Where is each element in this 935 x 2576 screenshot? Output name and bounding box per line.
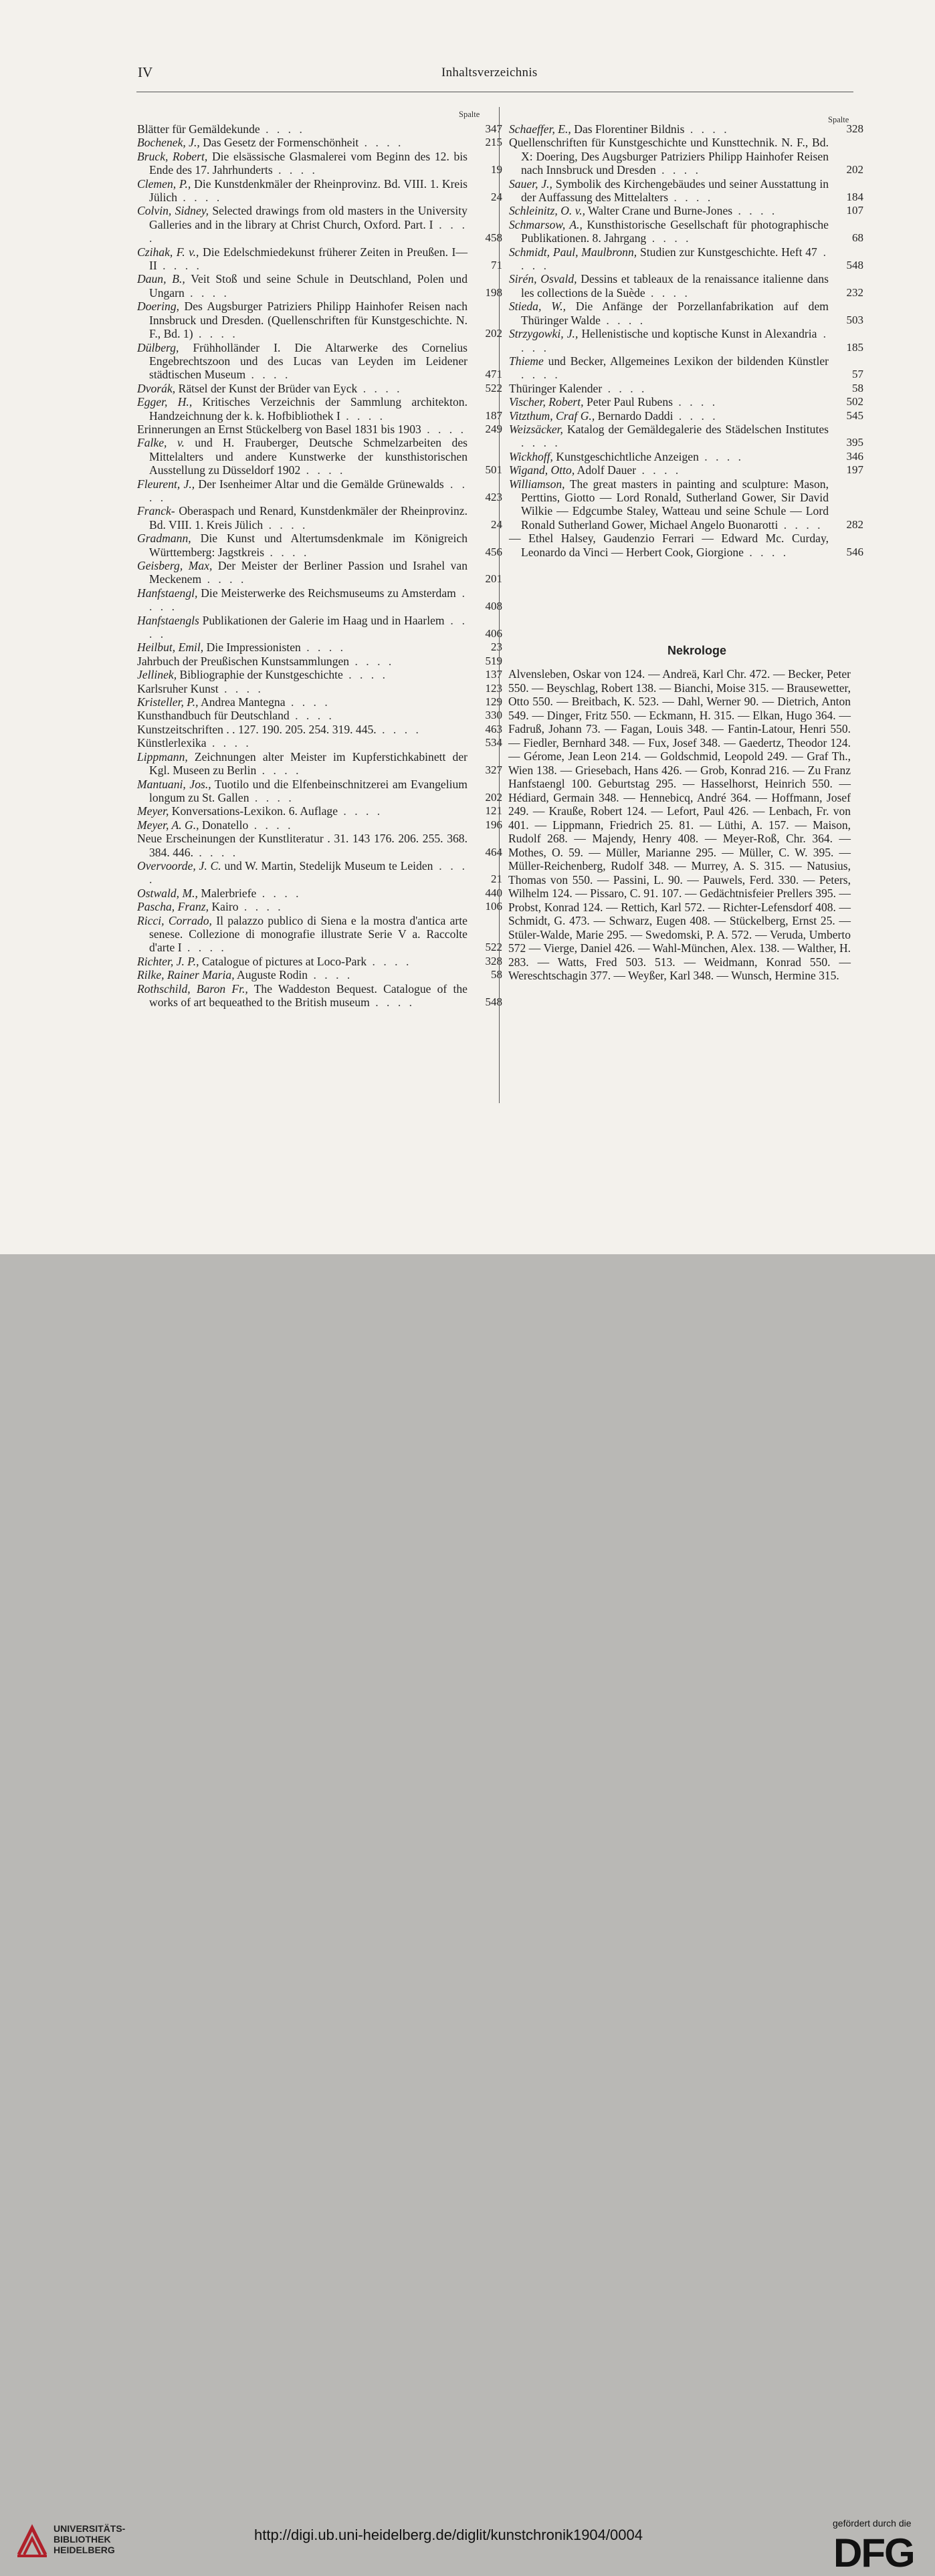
entry-title: Frühholländer I. Die Altarwerke des Cornelius Engebrechtszoon und des Lucas van Leyden im Leidener städtischen Museum [149,340,468,382]
entry-title: Die Anfänge der Porzellanfabrikation auf dem Thüringer Walde [521,300,829,327]
entry-column-number: 58 [852,381,863,394]
entry-author: Gradmann, [137,532,191,546]
entry-title: Die Kunst und Altertumsdenkmale im Königreich Württemberg: Jagstkreis [149,532,468,559]
index-entry: Geisberg, Max, Der Meister der Berliner Passion und Israhel van Meckenem . . . . 201 [137,559,502,586]
library-name-line2: BIBLIOTHEK [54,2534,111,2545]
index-entry: Vischer, Robert, Peter Paul Rubens . . . . 502 [509,395,863,409]
entry-title: Bibliographie der Kunstgeschichte [179,668,343,682]
index-entry: Egger, H., Kritisches Verzeichnis der Sammlung architekton. Handzeichnung der k. k. Hofbibliothek I . . . . 187 [137,395,502,423]
index-entry: Daun, B., Veit Stoß und seine Schule in Deutschland, Polen und Ungarn . . . . 198 [137,272,502,300]
entry-author: Thieme [509,354,544,368]
entry-title: Katalog der Gemäldegalerie des Städelschen Institutes [566,422,829,436]
library-name-line1: UNIVERSITÄTS- [54,2523,126,2534]
index-entry: Gradmann, Die Kunst und Altertumsdenkmale im Königreich Württemberg: Jagstkreis . . . . 456 [137,532,502,559]
entry-column-number: 423 [485,490,502,503]
entry-title: Malerbriefe [201,886,257,900]
entry-title: Hellenistische und koptische Kunst in Alexandria [581,327,817,341]
entry-title: Kunstgeschichtliche Anzeigen [556,449,699,463]
entry-title: Erinnerungen an Ernst Stückelberg von Basel 1831 bis 1903 [137,422,421,436]
entry-column-number: 328 [846,122,863,135]
index-entry: Schmidt, Paul, Maulbronn, Studien zur Kunstgeschichte. Heft 47 . . . . 548 [509,245,863,273]
nekrologe-text: Alvensleben, Oskar von 124. — Andreä, Karl Chr. 472. — Becker, Peter 550. — Beyschlag, Robert 138. — Bianchi, Moise 315. — Brausewetter, Otto 550. — Breitbach, K. 523. — Dahl, Werner 90. — Dietrich, Anton 549. — Dinger, Fritz 550. — Eckmann, H. 315. — Elkan, Hugo 364. — Fadruß, Johann 73. — Fagan, Louis 348. — Fantin-Latour, Henri 550. — Fiedler, Bernhard 348. — Fux, Josef 348. — Gaedertz, Theodor 124. — Gérome, Jean Leon 214. — Goldschmid, Leopold 249. — Graf Th., Wien 138. — Griesebach, Hans 426. — Grob, Konrad 216. — Zu Franz Hanfstaengl 100. Geburtstag 295. — Hasselhorst, Heinrich 550. — Hédiard, Germain 348. — Hennebicq, André 364. — Hoffmann, Josef 249. — Krauße, Robert 124. — Lefort, Paul 426. — Lenbach, Fr. von 401. — Lippmann, Friedrich 25. 81. — Lüthi, A. 157. — Maison, Rudolf 268. — Majendy, Henry 408. — Meyer-Roß, Chr. 364. — Mothes, O. 59. — Müller, Marianne 295. — Müller, C. W. 395. — Müller-Reichenberg, Rudolf 348. — Murrey, A. S. 315. — Natusius, Thomas von 550. — Passini, L. 90. — Pauwels, Ferd. 330. — Peters, Wilhelm 124. — Pissaro, C. 91. 107. — Gedächtnisfeier Prellers 395. — Probst, Konrad 124. — Rettich, Karl 572. — Richter-Lefensdorf 408. — Schmidt, G. 473. — Schwarz, Eugen 408. — Stückelberg, Ernst 25. — Stüler-Walde, Marie 295. — Swedomski, P. A. 572. — Veruda, Umberto 572 — Vierge, Daniel 426. — Wahl-München, Alex. 138. — Walther, H. 283. — Watts, Fred 503. 513. — Weidmann, Konrad 550. — Wereschtschagin 377. — Weyßer, Karl 348. — Wunsch, Hermine 315. [508,667,851,982]
entry-title: Andrea Mantegna [201,695,286,709]
index-entry: Strzygowki, J., Hellenistische und koptische Kunst in Alexandria . . . . 185 [509,327,863,354]
entry-column-number: 463 [485,722,502,735]
entry-author: Pascha, Franz, [137,900,209,914]
entry-author: Falke, v. [137,436,185,450]
entry-author: Fleurent, J., [137,477,195,491]
entry-column-number: 202 [485,327,502,340]
entry-column-number: 464 [485,845,502,858]
index-entry: Richter, J. P., Catalogue of pictures at Loco-Park . . . . 328 [137,954,502,968]
entry-author: Ostwald, M., [137,886,198,900]
entry-column-number: 24 [491,191,502,204]
page-number: IV [138,64,153,80]
entry-title: Das Gesetz der Formenschönheit [203,136,359,150]
entry-title: Die Kunstdenkmäler der Rheinprovinz. Bd. VIII. 1. Kreis Jülich [149,177,468,205]
entry-author: Hanfstaengls [137,613,199,627]
entry-column-number: 201 [485,572,502,586]
index-entry: Pascha, Franz, Kairo . . . . 106 [137,900,502,914]
entry-author: Meyer, [137,804,169,818]
entry-title: Rätsel der Kunst der Brüder van Eyck [178,381,358,395]
index-entry: Künstlerlexika . . . . 534 [137,736,502,750]
entry-title: Des Augsburger Patriziers Philipp Hainhofer Reisen nach Innsbruck und Dresden. (Quellenschriften für Kunstgeschichte. N. F., Bd. 1) [149,300,468,341]
index-entry: Thieme und Becker, Allgemeines Lexikon der bildenden Künstler . . . . 57 [509,354,863,382]
entry-title: Der Meister der Berliner Passion und Israhel van Meckenem [149,559,468,586]
entry-title: Kunsthistorische Gesellschaft für photographische Publikationen. 8. Jahrgang [521,217,829,245]
entry-title: Die Edelschmiedekunst früherer Zeiten in Preußen. I—II [149,245,468,273]
entry-author: Rothschild, Baron Fr., [137,981,248,996]
index-entry: Hanfstaengls Publikationen der Galerie im Haag und in Haarlem . . . . 406 [137,613,502,641]
index-entry: Heilbut, Emil, Die Impressionisten . . . . 23 [137,640,502,655]
index-entry: Neue Erscheinungen der Kunstliteratur . 31. 143 176. 206. 255. 368. 384. 446. . . . . 464 [137,832,502,859]
index-entry: Schaeffer, E., Das Florentiner Bildnis . . . . 328 [509,122,863,136]
entry-column-number: 58 [491,968,502,981]
entry-title: Blätter für Gemäldekunde [137,122,260,136]
index-entry: Franck- Oberaspach und Renard, Kunstdenkmäler der Rheinprovinz. Bd. VIII. 1. Kreis Jülich . . . . 24 [137,504,502,532]
entry-title: Selected drawings from old masters in the University Galleries and in the library at Christ Church, Oxford. Part. I [149,204,468,231]
index-entry: Meyer, A. G., Donatello . . . . 196 [137,818,502,832]
entry-column-number: 57 [852,368,863,381]
entry-column-number: 185 [846,340,863,354]
index-entry: Bruck, Robert, Die elsässische Glasmalerei vom Beginn des 12. bis Ende des 17. Jahrhunderts . . . . 19 [137,149,502,177]
funding-label: gefördert durch die [833,2518,912,2529]
entry-author: Colvin, Sidney, [137,204,209,218]
entry-title: Das Florentiner Bildnis [574,122,685,136]
index-entry: Bochenek, J., Das Gesetz der Formenschönheit . . . . 215 [137,136,502,150]
entry-title: Studien zur Kunstgeschichte. Heft 47 [639,245,817,259]
entry-author: Stieda, W., [509,300,566,314]
entry-column-number: 137 [485,668,502,681]
entry-title: Die elsässische Glasmalerei vom Beginn des 12. bis Ende des 17. Jahrhunderts [149,149,468,177]
entry-author: Vischer, Robert, [509,395,584,409]
entry-title: Thüringer Kalender [509,381,603,395]
entry-author: Schleinitz, O. v., [509,204,586,218]
index-entry: Williamson, The great masters in painting and sculpture: Mason, Perttins, Giotto — Lord Ronald, Sutherland Gower, Sir David Wilkie — Edgcumbe Staley, Watteau und seine Schule — Lord Ronald Sutherland Gower, Michael Angelo Buonarotti . . . . 282 [509,477,863,532]
entry-column-number: 545 [846,408,863,422]
entry-column-number: 546 [846,545,863,558]
entry-column-number: 202 [846,163,863,177]
index-entry: Kunsthandbuch für Deutschland . . . . 330 [137,709,502,723]
index-entry: Mantuani, Jos., Tuotilo und die Elfenbeinschnitzerei am Evangelium longum zu St. Gallen . . . . 202 [137,777,502,804]
index-entry: Vitzthum, Craf G., Bernardo Daddi . . . . 545 [509,408,863,423]
entry-column-number: 21 [491,872,502,886]
entry-author: Weizsäcker, [509,422,563,436]
entry-column-number: 440 [485,886,502,899]
entry-author: Dvorák, [137,381,176,395]
index-entry: Rilke, Rainer Maria, Auguste Rodin . . . . 58 [137,968,502,982]
entry-author: Jellinek, [137,668,177,682]
entry-column-number: 187 [485,408,502,422]
document-page [0,0,935,1254]
entry-author: Heilbut, Emil, [137,640,204,655]
index-entry: Stieda, W., Die Anfänge der Porzellanfabrikation auf dem Thüringer Walde . . . . 503 [509,300,863,327]
entry-title: Il palazzo publico di Siena e la mostra d'antica arte senese. Collezione di monografie illustrate Serie V a. Raccolte d'arte I [149,913,468,955]
entry-column-number: 129 [485,695,502,709]
entry-title: — Ethel Halsey, Gaudenzio Ferrari — Edward Mc. Curday, Leonardo da Vinci — Herbert Cook, Giorgione [509,532,829,559]
entry-title: Donatello [201,818,249,832]
entry-author: Bochenek, J., [137,136,200,150]
entry-title: Dessins et tableaux de la renaissance italienne dans les collections de la Suède [521,272,829,300]
column-label-right: Spalte [828,115,849,124]
entry-column-number: 123 [485,681,502,695]
entry-column-number: 68 [852,231,863,245]
entry-author: Mantuani, Jos., [137,777,211,791]
university-library-logo-icon [15,2521,49,2560]
entry-title: Veit Stoß und seine Schule in Deutschland, Polen und Ungarn [149,272,468,300]
entry-author: Kristeller, P., [137,695,199,709]
entry-author: Vitzthum, Craf G., [509,408,595,423]
entry-title: Karlsruher Kunst [137,681,219,695]
entry-column-number: 534 [485,736,502,749]
entry-title: Oberaspach und Renard, Kunstdenkmäler der Rheinprovinz. Bd. VIII. 1. Kreis Jülich [149,504,468,532]
entry-column-number: 121 [485,804,502,818]
index-entry: — Ethel Halsey, Gaudenzio Ferrari — Edward Mc. Curday, Leonardo da Vinci — Herbert Cook, Giorgione . . . . 546 [509,532,863,559]
entry-author: Clemen, P., [137,177,191,191]
index-entry: Falke, v. und H. Frauberger, Deutsche Schmelzarbeiten des Mittelalters und andere Kunstwerke der kunsthistorischen Ausstellung zu Düsseldorf 1902 . . . . 501 [137,436,502,477]
entry-column-number: 71 [491,259,502,272]
entry-column-number: 198 [485,285,502,299]
index-entry: Dülberg, Frühholländer I. Die Altarwerke des Cornelius Engebrechtszoon und des Lucas van Leyden im Leidener städtischen Museum . . . . 471 [137,340,502,382]
index-entry: Blätter für Gemäldekunde . . . . 347 [137,122,502,136]
index-entry: Wigand, Otto, Adolf Dauer . . . . 197 [509,463,863,477]
index-entry: Czihak, F. v., Die Edelschmiedekunst früherer Zeiten in Preußen. I—II . . . . 71 [137,245,502,273]
entry-author: Bruck, Robert, [137,149,208,163]
entry-author: Sauer, J., [509,177,552,191]
entry-column-number: 327 [485,764,502,777]
entry-title: und Becker, Allgemeines Lexikon der bildenden Künstler [548,354,829,368]
library-name [54,2523,125,2555]
entry-title: Quellenschriften für Kunstgeschichte und Kunsttechnik. N. F., Bd. X: Doering, Des Augsburger Patriziers Philipp Hainhofer Reisen nach Innsbruck und Dresden [509,136,829,177]
entry-column-number: 548 [846,259,863,272]
entry-title: Tuotilo und die Elfenbeinschnitzerei am Evangelium longum zu St. Gallen [149,777,468,804]
index-column-right [509,122,863,559]
column-label-left: Spalte [459,110,480,119]
entry-author: Wigand, Otto, [509,463,575,477]
entry-author: Franck- [137,504,175,518]
index-entry: Sirén, Osvald, Dessins et tableaux de la renaissance italienne dans les collections de la Suède . . . . 232 [509,272,863,300]
index-entry: Sauer, J., Symbolik des Kirchengebäudes und seiner Ausstattung in der Auffassung des Mittelalters . . . . 184 [509,177,863,205]
entry-author: Czihak, F. v., [137,245,199,259]
entry-title: Kairo [211,900,239,914]
entry-column-number: 456 [485,545,502,558]
entry-column-number: 282 [846,517,863,531]
entry-column-number: 522 [485,381,502,394]
entry-author: Doering, [137,300,180,314]
entry-title: Adolf Dauer [577,463,637,477]
entry-author: Rilke, Rainer Maria, [137,968,235,982]
entry-title: Zeichnungen alter Meister im Kupferstichkabinett der Kgl. Museen zu Berlin [149,749,468,778]
entry-title: The Waddeston Bequest. Catalogue of the works of art bequeathed to the British museum [149,981,468,1009]
entry-author: Richter, J. P., [137,954,199,968]
index-entry: Schmarsow, A., Kunsthistorische Gesellschaft für photographische Publikationen. 8. Jahrgang . . . . 68 [509,217,863,245]
entry-column-number: 184 [846,191,863,204]
index-entry: Kunstzeitschriften . . 127. 190. 205. 254. 319. 445. . . . . 463 [137,722,502,736]
entry-title: Bernardo Daddi [597,408,673,423]
entry-column-number: 395 [846,436,863,449]
entry-column-number: 249 [485,422,502,435]
entry-author: Hanfstaengl, [137,586,198,600]
entry-title: und W. Martin, Stedelijk Museum te Leiden [224,858,433,872]
entry-title: The great masters in painting and sculpture: Mason, Perttins, Giotto — Lord Ronald, Sutherland Gower, Sir David Wilkie — Edgcumbe Staley, Watteau und seine Schule — Lord Ronald Sutherland Gower, Michael Angelo Buonarotti [521,477,829,532]
index-entry: Overvoorde, J. C. und W. Martin, Stedelijk Museum te Leiden . . . . 21 [137,858,502,887]
entry-column-number: 408 [485,600,502,613]
index-entry: Weizsäcker, Katalog der Gemäldegalerie des Städelschen Institutes . . . . 395 [509,422,863,450]
entry-title: Auguste Rodin [237,968,308,982]
entry-author: Wickhoff, [509,449,553,463]
entry-column-number: 522 [485,941,502,954]
index-entry: Clemen, P., Die Kunstdenkmäler der Rheinprovinz. Bd. VIII. 1. Kreis Jülich . . . . 24 [137,177,502,205]
index-entry: Meyer, Konversations-Lexikon. 6. Auflage . . . . 121 [137,804,502,818]
entry-title: Jahrbuch der Preußischen Kunstsammlungen [137,654,350,668]
permalink-url[interactable]: http://digi.ub.uni-heidelberg.de/diglit/kunstchronik1904/0004 [254,2527,643,2543]
index-entry: Karlsruher Kunst . . . . 123 [137,681,502,695]
entry-title: Künstlerlexika [137,736,207,750]
entry-title: Die Impressionisten [206,640,301,655]
entry-column-number: 215 [485,136,502,149]
entry-author: Overvoorde, J. C. [137,858,221,872]
entry-column-number: 346 [846,449,863,463]
index-entry: Dvorák, Rätsel der Kunst der Brüder van Eyck . . . . 522 [137,381,502,395]
entry-author: Williamson, [509,477,565,491]
index-entry: Lippmann, Zeichnungen alter Meister im Kupferstichkabinett der Kgl. Museen zu Berlin . . . . 327 [137,749,502,778]
index-entry: Colvin, Sidney, Selected drawings from old masters in the University Galleries and in the library at Christ Church, Oxford. Part. I . . . . 458 [137,204,502,245]
index-entry: Schleinitz, O. v., Walter Crane und Burne-Jones . . . . 107 [509,204,863,218]
entry-title: Peter Paul Rubens [586,395,673,409]
entry-author: Schaeffer, E., [509,122,571,136]
index-column-left [137,122,502,1009]
entry-author: Schmarsow, A., [509,217,583,231]
entry-column-number: 106 [485,900,502,913]
entry-column-number: 23 [491,640,502,654]
entry-title: Kunsthandbuch für Deutschland [137,709,290,723]
entry-column-number: 471 [485,368,502,381]
viewer-footer [0,1254,935,2575]
entry-title: Catalogue of pictures at Loco-Park [201,954,367,968]
entry-title: Der Isenheimer Altar und die Gemälde Grünewalds [198,477,444,491]
entry-column-number: 502 [846,395,863,408]
index-entry: Jahrbuch der Preußischen Kunstsammlungen . . . . 519 [137,654,502,668]
entry-title: Kunstzeitschriften . . 127. 190. 205. 254. 319. 445. [137,722,377,736]
index-entry: Wickhoff, Kunstgeschichtliche Anzeigen . . . . 346 [509,449,863,463]
column-divider [499,107,500,1103]
entry-column-number: 196 [485,818,502,831]
index-entry: Jellinek, Bibliographie der Kunstgeschichte . . . . 137 [137,668,502,682]
index-entry: Fleurent, J., Der Isenheimer Altar und die Gemälde Grünewalds . . . . 423 [137,477,502,504]
entry-author: Daun, B., [137,272,185,286]
entry-title: und H. Frauberger, Deutsche Schmelzarbeiten des Mittelalters und andere Kunstwerke der kunsthistorischen Ausstellung zu Düsseldorf 1902 [149,436,468,477]
index-entry: Doering, Des Augsburger Patriziers Philipp Hainhofer Reisen nach Innsbruck und Dresden. (Quellenschriften für Kunstgeschichte. N. F., Bd. 1) . . . . 202 [137,300,502,341]
entry-column-number: 328 [485,954,502,967]
index-entry: Ostwald, M., Malerbriefe . . . . 440 [137,886,502,900]
entry-column-number: 330 [485,709,502,722]
entry-title: Konversations-Lexikon. 6. Auflage [171,804,338,818]
entry-title: Publikationen der Galerie im Haag und in Haarlem [202,613,445,627]
entry-author: Schmidt, Paul, Maulbronn, [509,245,637,259]
entry-column-number: 501 [485,463,502,477]
entry-author: Egger, H., [137,395,193,409]
entry-column-number: 197 [846,463,863,477]
index-entry: Erinnerungen an Ernst Stückelberg von Basel 1831 bis 1903 . . . . 249 [137,422,502,436]
index-entry: Ricci, Corrado, Il palazzo publico di Siena e la mostra d'antica arte senese. Collezione di monografie illustrate Serie V a. Raccolte d'arte I . . . . 522 [137,913,502,955]
index-entry: Thüringer Kalender . . . . 58 [509,381,863,395]
entry-author: Lippmann, [137,749,188,764]
entry-column-number: 458 [485,231,502,245]
entry-column-number: 519 [485,654,502,667]
section-heading-nekrologe: Nekrologe [667,644,727,657]
entry-title: Kritisches Verzeichnis der Sammlung architekton. Handzeichnung der k. k. Hofbibliothek I [149,395,468,423]
entry-column-number: 24 [491,517,502,531]
entry-column-number: 232 [846,285,863,299]
entry-column-number: 19 [491,163,502,177]
index-entry: Kristeller, P., Andrea Mantegna . . . . 129 [137,695,502,709]
entry-column-number: 202 [485,790,502,804]
entry-author: Sirén, Osvald, [509,272,577,286]
entry-author: Dülberg, [137,340,179,354]
entry-column-number: 107 [846,204,863,217]
entry-title: Walter Crane und Burne-Jones [588,204,733,218]
entry-author: Strzygowki, J., [509,327,579,341]
entry-column-number: 347 [485,122,502,135]
entry-title: Symbolik des Kirchengebäudes und seiner Ausstattung in der Auffassung des Mittelalters [521,177,829,205]
dfg-logo: DFG [833,2531,914,2575]
entry-column-number: 503 [846,313,863,326]
entry-column-number: 548 [485,996,502,1008]
library-name-line3: HEIDELBERG [54,2545,115,2555]
entry-author: Meyer, A. G., [137,818,199,832]
index-entry: Quellenschriften für Kunstgeschichte und Kunsttechnik. N. F., Bd. X: Doering, Des Augsburger Patriziers Philipp Hainhofer Reisen nach Innsbruck und Dresden . . . . 202 [509,136,863,177]
index-entry: Hanfstaengl, Die Meisterwerke des Reichsmuseums zu Amsterdam . . . . 408 [137,586,502,614]
entry-title: Neue Erscheinungen der Kunstliteratur . 31. 143 176. 206. 255. 368. 384. 446. [137,832,468,859]
entry-title: Die Meisterwerke des Reichsmuseums zu Amsterdam [201,586,456,600]
entry-author: Ricci, Corrado, [137,913,212,927]
entry-column-number: 406 [485,627,502,640]
entry-author: Geisberg, Max, [137,559,213,572]
running-title: Inhaltsverzeichnis [441,66,538,80]
index-entry: Rothschild, Baron Fr., The Waddeston Bequest. Catalogue of the works of art bequeathed to the British museum . . . . 548 [137,981,502,1009]
